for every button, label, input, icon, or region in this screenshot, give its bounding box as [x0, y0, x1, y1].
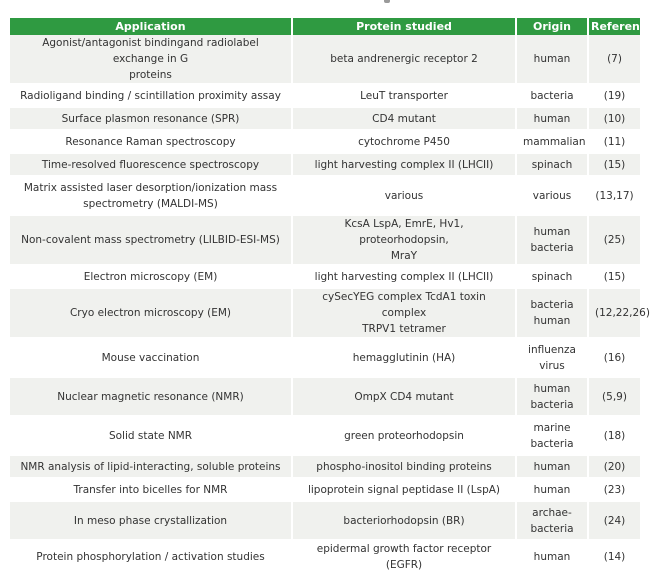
cell-protein: [292, 35, 516, 84]
cell-application: [10, 377, 292, 416]
cell-reference-text: (20): [603, 460, 626, 473]
cell-application: [10, 84, 292, 107]
cell-application-text: Electron microscopy (EM): [83, 270, 218, 283]
cell-reference: [588, 130, 640, 153]
cell-protein-text: phospho-inositol binding proteins: [316, 460, 492, 473]
cell-application-text: Resonance Raman spectroscopy: [65, 135, 236, 148]
table-row: [10, 35, 640, 84]
cell-origin: [516, 377, 588, 416]
cell-reference-text: (14): [603, 551, 626, 563]
cell-reference-text: (16): [603, 351, 626, 364]
cell-application-text: Cryo electron microscopy (EM): [69, 307, 232, 319]
cell-application-text: Protein phosphorylation / activation studies: [36, 551, 265, 563]
cell-reference: [588, 478, 640, 501]
cell-origin-text: spinach: [531, 158, 573, 171]
cell-reference: [588, 288, 650, 338]
table-row: [10, 130, 640, 153]
cell-origin-text: human bacteria: [530, 382, 574, 411]
cell-protein: [292, 416, 516, 455]
cropped-mark: [384, 0, 390, 3]
cell-protein-text: cytochrome P450: [358, 135, 450, 148]
cell-reference-text: (18): [603, 429, 626, 442]
cell-application-text: NMR analysis of lipid-interacting, soluble proteins: [20, 460, 281, 473]
cell-origin: [516, 107, 588, 130]
cell-origin: [516, 338, 588, 377]
cell-protein-text: cySecYEG complex TcdA1 toxin complex TRPV1 tetramer: [322, 291, 486, 335]
cell-protein: [292, 288, 516, 338]
cell-protein-text: LeuT transporter: [360, 89, 448, 102]
cell-origin: [516, 35, 588, 84]
cell-protein: [292, 501, 516, 540]
cell-application: [10, 107, 292, 130]
cell-reference: [588, 84, 640, 107]
cell-application: [10, 130, 292, 153]
cell-reference: [588, 153, 640, 176]
cell-origin-text: human: [533, 483, 571, 496]
cell-reference: [588, 107, 640, 130]
table-header-row: [10, 18, 640, 35]
header-protein-studied: Protein studied: [292, 18, 516, 35]
table-row: [10, 540, 640, 574]
cell-origin-text: human bacteria: [530, 226, 574, 254]
cell-reference: [588, 265, 640, 288]
table-row: [10, 153, 640, 176]
cell-application-text: Transfer into bicelles for NMR: [73, 483, 228, 496]
cell-origin: [516, 416, 588, 455]
cell-protein-text: light harvesting complex II (LHCII): [314, 158, 494, 171]
cell-origin: [516, 84, 588, 107]
table-row: [10, 455, 640, 478]
table-row: [10, 176, 640, 215]
cell-application: [10, 416, 292, 455]
cell-application-text: Agonist/antagonist bindingand radiolabel exchange in G proteins: [42, 37, 259, 81]
cell-origin-text: archae- bacteria: [530, 506, 574, 535]
header-origin: Origin: [516, 18, 588, 35]
cell-protein: [292, 338, 516, 377]
cell-reference-text: (19): [603, 89, 626, 102]
header-reference: Reference: [588, 18, 640, 35]
cell-origin: [516, 153, 588, 176]
cell-application: [10, 176, 292, 215]
cell-protein-text: bacteriorhodopsin (BR): [343, 514, 465, 527]
cell-protein: [292, 215, 516, 265]
cell-protein: [292, 377, 516, 416]
cell-application-text: Non-covalent mass spectrometry (LILBID-ESI-MS): [21, 234, 280, 246]
cell-reference-text: (10): [603, 112, 626, 125]
cell-protein-text: KcsA LspA, EmrE, Hv1, proteorhodopsin, MraY: [344, 218, 464, 262]
cell-reference: [588, 540, 640, 574]
cell-application: [10, 478, 292, 501]
cell-protein-text: light harvesting complex II (LHCII): [314, 270, 494, 283]
header-application: Application: [10, 18, 292, 35]
cell-application: [10, 288, 292, 338]
cell-application: [10, 265, 292, 288]
cell-application: [10, 153, 292, 176]
cell-protein: [292, 265, 516, 288]
cell-protein: [292, 478, 516, 501]
cell-protein-text: beta andrenergic receptor 2: [330, 53, 478, 65]
table-row: [10, 478, 640, 501]
table-body: [10, 35, 650, 574]
cell-protein: [292, 107, 516, 130]
cell-application: [10, 540, 292, 574]
cell-origin: [516, 176, 588, 215]
cell-origin-text: human: [533, 551, 571, 563]
cell-reference-text: (11): [603, 135, 626, 148]
cell-application-text: Nuclear magnetic resonance (NMR): [57, 390, 244, 403]
cell-application-text: Mouse vaccination: [101, 351, 200, 364]
table-row: [10, 416, 640, 455]
cell-origin-text: human: [533, 112, 571, 125]
cell-reference-text: (24): [603, 514, 626, 527]
cell-application: [10, 455, 292, 478]
cell-reference: [588, 377, 640, 416]
cell-origin: [516, 288, 588, 338]
cell-protein: [292, 540, 516, 574]
cell-origin-text: mammalian: [523, 135, 586, 148]
cell-protein: [292, 176, 516, 215]
cell-application: [10, 215, 292, 265]
top-strip: [0, 0, 650, 8]
cell-application: [10, 35, 292, 84]
cell-origin-text: bacteria: [530, 89, 574, 102]
cell-protein-text: hemagglutinin (HA): [352, 351, 456, 364]
cell-reference-text: (5,9): [602, 390, 627, 403]
cell-reference-text: (15): [603, 270, 626, 283]
cell-origin: [516, 501, 588, 540]
cell-protein: [292, 455, 516, 478]
table-row: [10, 377, 640, 416]
table-row: [10, 84, 640, 107]
cell-origin: [516, 130, 588, 153]
table-row: [10, 288, 640, 338]
cell-origin-text: bacteria human: [530, 299, 574, 327]
table-row: [10, 338, 640, 377]
cell-origin: [516, 265, 588, 288]
cell-reference: [588, 416, 640, 455]
cell-protein: [292, 84, 516, 107]
cell-origin: [516, 540, 588, 574]
cell-reference-text: (25): [603, 234, 626, 246]
cell-protein-text: CD4 mutant: [372, 112, 436, 125]
cell-reference: [588, 176, 640, 215]
cell-origin-text: various: [532, 189, 572, 202]
cell-application-text: Solid state NMR: [108, 429, 193, 442]
cell-protein: [292, 130, 516, 153]
cell-reference-text: (23): [603, 483, 626, 496]
applications-table: [10, 18, 654, 575]
cell-reference: [588, 35, 640, 84]
cell-reference-text: (12,22,26): [595, 307, 650, 319]
cell-origin-text: human: [533, 53, 571, 65]
cell-reference-text: (15): [603, 158, 626, 171]
cell-reference: [588, 501, 640, 540]
cell-protein-text: OmpX CD4 mutant: [354, 390, 454, 403]
cell-origin-text: human: [533, 460, 571, 473]
cell-origin-text: spinach: [531, 270, 573, 283]
cell-application: [10, 501, 292, 540]
cell-application-text: Radioligand binding / scintillation proximity assay: [20, 89, 281, 102]
cell-protein-text: lipoprotein signal peptidase II (LspA): [307, 483, 501, 496]
cell-reference: [588, 455, 640, 478]
cell-reference: [588, 338, 640, 377]
cell-application-text: Surface plasmon resonance (SPR): [61, 112, 240, 125]
cell-reference-text: (13,17): [595, 189, 634, 202]
cell-application-text: In meso phase crystallization: [73, 514, 228, 527]
cell-protein-text: various: [384, 189, 424, 202]
cell-protein-text: green proteorhodopsin: [344, 429, 464, 442]
cell-protein: [292, 153, 516, 176]
cell-origin: [516, 455, 588, 478]
cell-application: [10, 338, 292, 377]
cell-protein-text: epidermal growth factor receptor (EGFR): [316, 543, 492, 571]
cell-origin: [516, 215, 588, 265]
table-row: [10, 107, 640, 130]
cell-origin-text: influenza virus: [528, 343, 576, 372]
cell-reference-text: (7): [607, 53, 622, 65]
cell-origin-text: marine bacteria: [530, 421, 574, 450]
cell-reference: [588, 215, 640, 265]
cell-origin: [516, 478, 588, 501]
table-row: [10, 501, 640, 540]
table-row: [10, 265, 640, 288]
table-row: [10, 215, 640, 265]
cell-application-text: Time-resolved fluorescence spectroscopy: [41, 158, 260, 171]
cell-application-text: Matrix assisted laser desorption/ionization mass spectrometry (MALDI-MS): [23, 181, 278, 210]
